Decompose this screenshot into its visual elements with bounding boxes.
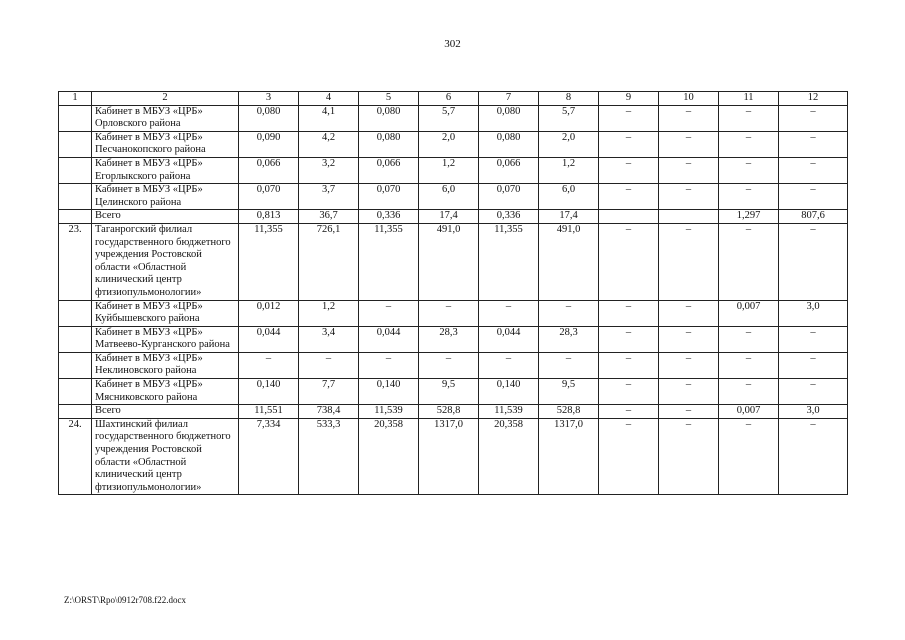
value-cell-col-4: 4,1 xyxy=(299,105,359,131)
row-number: 24. xyxy=(59,418,92,495)
column-number-7: 7 xyxy=(479,92,539,106)
value-cell-col-3: 0,066 xyxy=(239,157,299,183)
value-cell-col-8: – xyxy=(539,300,599,326)
column-number-10: 10 xyxy=(659,92,719,106)
value-cell-col-4: 1,2 xyxy=(299,300,359,326)
value-cell-col-7: 0,080 xyxy=(479,105,539,131)
row-number xyxy=(59,131,92,157)
row-number xyxy=(59,105,92,131)
column-number-5: 5 xyxy=(359,92,419,106)
value-cell-col-11: – xyxy=(719,184,779,210)
table-row xyxy=(59,210,848,224)
value-cell-col-10: – xyxy=(659,326,719,352)
column-number-8: 8 xyxy=(539,92,599,106)
value-cell-col-3: 11,355 xyxy=(239,223,299,300)
row-number xyxy=(59,352,92,378)
value-cell-col-6: 6,0 xyxy=(419,184,479,210)
value-cell-col-11: 0,007 xyxy=(719,405,779,419)
value-cell-col-7: – xyxy=(479,300,539,326)
value-cell-col-5: 0,066 xyxy=(359,157,419,183)
column-number-12: 12 xyxy=(779,92,848,106)
value-cell-col-9: – xyxy=(599,326,659,352)
value-cell-col-12: – xyxy=(779,184,848,210)
value-cell-col-7: – xyxy=(479,352,539,378)
value-cell-col-12: 807,6 xyxy=(779,210,848,224)
value-cell-col-12: – xyxy=(779,418,848,495)
value-cell-col-8: 6,0 xyxy=(539,184,599,210)
value-cell-col-3: 0,012 xyxy=(239,300,299,326)
value-cell-col-10: – xyxy=(659,157,719,183)
table-row xyxy=(59,300,848,326)
value-cell-col-10: – xyxy=(659,131,719,157)
value-cell-col-9: – xyxy=(599,352,659,378)
value-cell-col-10: – xyxy=(659,379,719,405)
value-cell-col-6: 17,4 xyxy=(419,210,479,224)
institution-name: Кабинет в МБУЗ «ЦРБ» Мясниковского района xyxy=(92,379,239,405)
value-cell-col-11: 0,007 xyxy=(719,300,779,326)
value-cell-col-9: – xyxy=(599,418,659,495)
value-cell-col-10: – xyxy=(659,418,719,495)
value-cell-col-5: – xyxy=(359,352,419,378)
table-row xyxy=(59,418,848,495)
value-cell-col-7: 0,336 xyxy=(479,210,539,224)
value-cell-col-8: 491,0 xyxy=(539,223,599,300)
value-cell-col-3: 0,140 xyxy=(239,379,299,405)
value-cell-col-11: – xyxy=(719,223,779,300)
value-cell-col-5: 0,070 xyxy=(359,184,419,210)
value-cell-col-8: 1,2 xyxy=(539,157,599,183)
value-cell-col-12: – xyxy=(779,326,848,352)
value-cell-col-9: – xyxy=(599,300,659,326)
value-cell-col-11: – xyxy=(719,157,779,183)
column-number-2: 2 xyxy=(92,92,239,106)
row-number xyxy=(59,405,92,419)
value-cell-col-10: – xyxy=(659,105,719,131)
value-cell-col-4: 533,3 xyxy=(299,418,359,495)
value-cell-col-5: 0,080 xyxy=(359,131,419,157)
value-cell-col-5: 0,336 xyxy=(359,210,419,224)
value-cell-col-3: 0,080 xyxy=(239,105,299,131)
value-cell-col-10: – xyxy=(659,223,719,300)
value-cell-col-4: 3,4 xyxy=(299,326,359,352)
value-cell-col-7: 0,080 xyxy=(479,131,539,157)
value-cell-col-6: 528,8 xyxy=(419,405,479,419)
institution-name: Кабинет в МБУЗ «ЦРБ» Куйбышевского района xyxy=(92,300,239,326)
value-cell-col-3: 0,044 xyxy=(239,326,299,352)
value-cell-col-9: – xyxy=(599,379,659,405)
value-cell-col-8: 9,5 xyxy=(539,379,599,405)
institution-name: Кабинет в МБУЗ «ЦРБ» Неклиновского района xyxy=(92,352,239,378)
table-row xyxy=(59,405,848,419)
value-cell-col-6: 2,0 xyxy=(419,131,479,157)
row-number xyxy=(59,300,92,326)
value-cell-col-9: – xyxy=(599,223,659,300)
value-cell-col-4: 738,4 xyxy=(299,405,359,419)
value-cell-col-8: – xyxy=(539,352,599,378)
value-cell-col-6: 9,5 xyxy=(419,379,479,405)
value-cell-col-8: 528,8 xyxy=(539,405,599,419)
table-row xyxy=(59,131,848,157)
column-number-3: 3 xyxy=(239,92,299,106)
value-cell-col-11: – xyxy=(719,418,779,495)
value-cell-col-6: – xyxy=(419,352,479,378)
institution-name: Кабинет в МБУЗ «ЦРБ» Матвеево-Курганского района xyxy=(92,326,239,352)
value-cell-col-7: 0,070 xyxy=(479,184,539,210)
value-cell-col-7: 0,140 xyxy=(479,379,539,405)
value-cell-col-12: – xyxy=(779,131,848,157)
table-row xyxy=(59,352,848,378)
value-cell-col-8: 28,3 xyxy=(539,326,599,352)
value-cell-col-4: 3,7 xyxy=(299,184,359,210)
value-cell-col-5: 0,140 xyxy=(359,379,419,405)
value-cell-col-4: 4,2 xyxy=(299,131,359,157)
value-cell-col-5: 0,080 xyxy=(359,105,419,131)
value-cell-col-6: 5,7 xyxy=(419,105,479,131)
value-cell-col-5: 11,539 xyxy=(359,405,419,419)
institution-name: Всего xyxy=(92,210,239,224)
row-number xyxy=(59,379,92,405)
value-cell-col-9: – xyxy=(599,131,659,157)
value-cell-col-4: – xyxy=(299,352,359,378)
value-cell-col-9: – xyxy=(599,184,659,210)
row-number xyxy=(59,210,92,224)
value-cell-col-11: – xyxy=(719,105,779,131)
value-cell-col-5: 20,358 xyxy=(359,418,419,495)
row-number xyxy=(59,326,92,352)
value-cell-col-4: 726,1 xyxy=(299,223,359,300)
row-number: 23. xyxy=(59,223,92,300)
column-number-6: 6 xyxy=(419,92,479,106)
value-cell-col-11: – xyxy=(719,326,779,352)
value-cell-col-7: 11,355 xyxy=(479,223,539,300)
value-cell-col-12: – xyxy=(779,105,848,131)
value-cell-col-5: 11,355 xyxy=(359,223,419,300)
column-number-1: 1 xyxy=(59,92,92,106)
value-cell-col-12: – xyxy=(779,352,848,378)
column-number-9: 9 xyxy=(599,92,659,106)
table-row xyxy=(59,157,848,183)
value-cell-col-8: 1317,0 xyxy=(539,418,599,495)
value-cell-col-6: 1317,0 xyxy=(419,418,479,495)
value-cell-col-4: 36,7 xyxy=(299,210,359,224)
value-cell-col-4: 7,7 xyxy=(299,379,359,405)
institution-name: Таганрогский филиал государственного бюджетного учреждения Ростовской области «Областной клинический центр фтизиопульмонологии» xyxy=(92,223,239,300)
value-cell-col-10: – xyxy=(659,184,719,210)
value-cell-col-12: – xyxy=(779,223,848,300)
value-cell-col-8: 5,7 xyxy=(539,105,599,131)
value-cell-col-12: 3,0 xyxy=(779,405,848,419)
value-cell-col-7: 20,358 xyxy=(479,418,539,495)
table-header-row xyxy=(59,92,848,106)
value-cell-col-6: 28,3 xyxy=(419,326,479,352)
value-cell-col-11: – xyxy=(719,379,779,405)
value-cell-col-3: 0,813 xyxy=(239,210,299,224)
value-cell-col-8: 17,4 xyxy=(539,210,599,224)
value-cell-col-3: 0,090 xyxy=(239,131,299,157)
value-cell-col-3: – xyxy=(239,352,299,378)
value-cell-col-3: 11,551 xyxy=(239,405,299,419)
table-row xyxy=(59,379,848,405)
institution-name: Кабинет в МБУЗ «ЦРБ» Орловского района xyxy=(92,105,239,131)
value-cell-col-6: – xyxy=(419,300,479,326)
value-cell-col-10: – xyxy=(659,352,719,378)
column-number-11: 11 xyxy=(719,92,779,106)
value-cell-col-6: 1,2 xyxy=(419,157,479,183)
value-cell-col-8: 2,0 xyxy=(539,131,599,157)
value-cell-col-9: – xyxy=(599,105,659,131)
table-row xyxy=(59,223,848,300)
table-row xyxy=(59,105,848,131)
value-cell-col-12: – xyxy=(779,379,848,405)
footer-file-path: Z:\ORST\Rpo\0912r708.f22.docx xyxy=(64,595,186,605)
page-number: 302 xyxy=(444,38,461,50)
value-cell-col-9: – xyxy=(599,405,659,419)
table-row xyxy=(59,326,848,352)
institution-name: Кабинет в МБУЗ «ЦРБ» Целинского района xyxy=(92,184,239,210)
data-table xyxy=(58,91,848,495)
value-cell-col-12: 3,0 xyxy=(779,300,848,326)
value-cell-col-10 xyxy=(659,210,719,224)
table-row xyxy=(59,184,848,210)
value-cell-col-9 xyxy=(599,210,659,224)
row-number xyxy=(59,184,92,210)
value-cell-col-10: – xyxy=(659,300,719,326)
value-cell-col-11: – xyxy=(719,131,779,157)
value-cell-col-12: – xyxy=(779,157,848,183)
institution-name: Кабинет в МБУЗ «ЦРБ» Егорлыкского района xyxy=(92,157,239,183)
column-number-4: 4 xyxy=(299,92,359,106)
value-cell-col-11: 1,297 xyxy=(719,210,779,224)
value-cell-col-11: – xyxy=(719,352,779,378)
institution-name: Шахтинский филиал государственного бюджетного учреждения Ростовской области «Областной клинический центр фтизиопульмонологии» xyxy=(92,418,239,495)
value-cell-col-3: 0,070 xyxy=(239,184,299,210)
institution-name: Всего xyxy=(92,405,239,419)
value-cell-col-7: 0,044 xyxy=(479,326,539,352)
value-cell-col-7: 0,066 xyxy=(479,157,539,183)
institution-name: Кабинет в МБУЗ «ЦРБ» Песчанокопского района xyxy=(92,131,239,157)
value-cell-col-9: – xyxy=(599,157,659,183)
value-cell-col-10: – xyxy=(659,405,719,419)
value-cell-col-7: 11,539 xyxy=(479,405,539,419)
value-cell-col-3: 7,334 xyxy=(239,418,299,495)
value-cell-col-4: 3,2 xyxy=(299,157,359,183)
value-cell-col-5: 0,044 xyxy=(359,326,419,352)
value-cell-col-5: – xyxy=(359,300,419,326)
row-number xyxy=(59,157,92,183)
value-cell-col-6: 491,0 xyxy=(419,223,479,300)
